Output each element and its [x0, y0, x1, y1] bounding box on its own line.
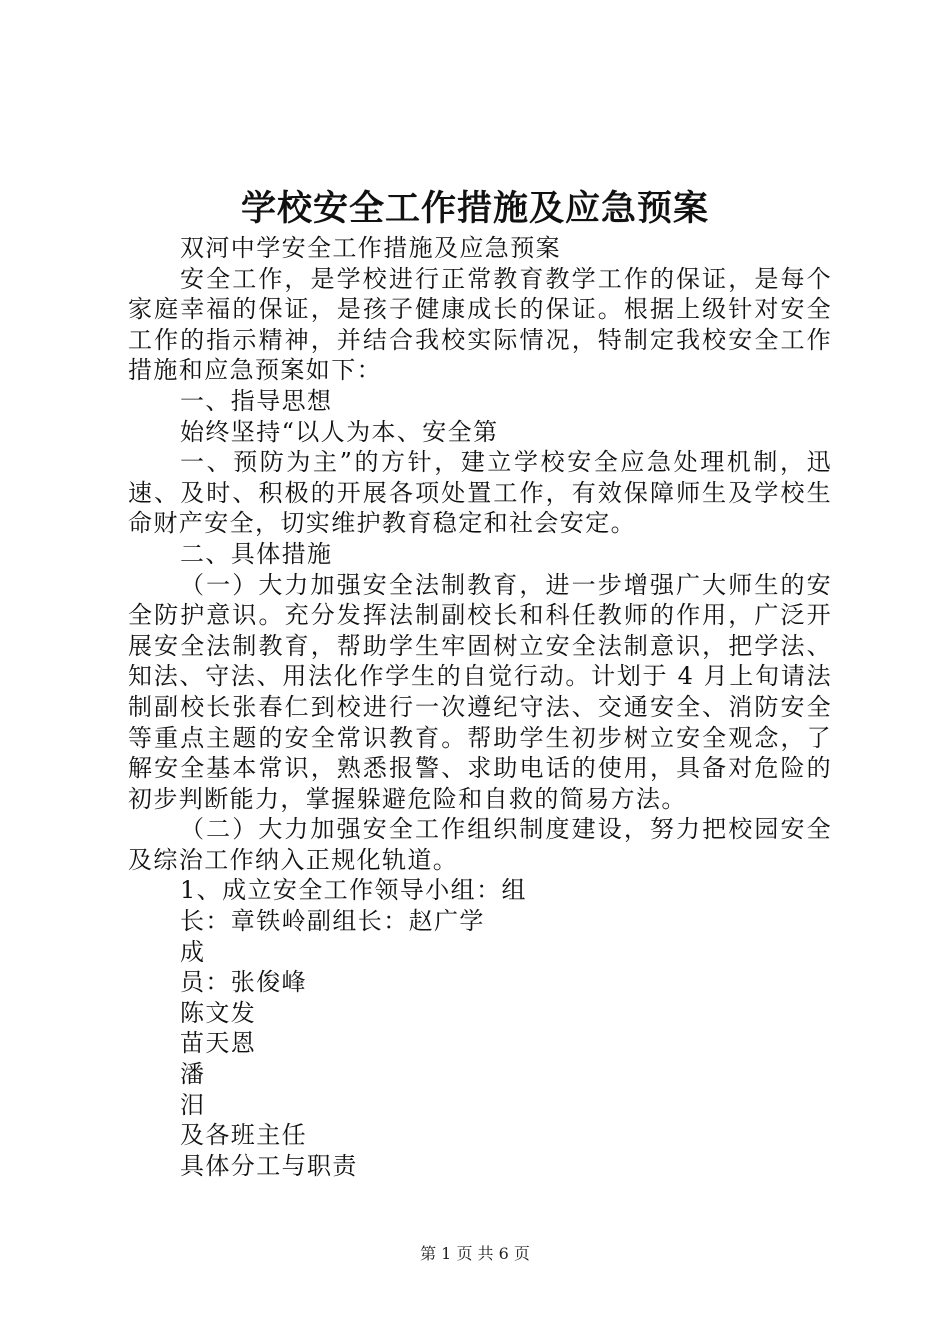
list-line: 1、成立安全工作领导小组：组 — [180, 876, 527, 905]
list-line: 长：章铁岭副组长：赵广学 — [180, 907, 485, 936]
intro-paragraph: 安全工作，是学校进行正常教育教学工作的保证，是每个家庭幸福的保证，是孩子健康成长的保证。根据上级针对安全工作的指示精神，并结合我校实际情况，特制定我校安全工作措施和应急预案如下： — [128, 264, 832, 385]
section-heading-guiding-ideology: 一、指导思想 — [180, 386, 333, 415]
list-line: 成 — [180, 937, 206, 966]
guiding-ideology-line: 始终坚持“以人为本、安全第 — [180, 417, 499, 446]
section-heading-specific-measures: 二、具体措施 — [180, 539, 333, 568]
list-line: 汨 — [180, 1090, 206, 1119]
list-line: 及各班主任 — [180, 1121, 307, 1150]
measure-two-paragraph: （二）大力加强安全工作组织制度建设，努力把校园安全及综治工作纳入正规化轨道。 — [128, 815, 832, 874]
list-line: 员：张俊峰 — [180, 968, 307, 997]
list-line: 陈文发 — [180, 998, 257, 1027]
measure-one-paragraph: （一）大力加强安全法制教育，进一步增强广大师生的安全防护意识。充分发挥法制副校长和科任教师的作用，广泛开展安全法制教育，帮助学生牢固树立安全法制意识，把学法、知法、守法、用法化作学生的自觉行动。计划于 4 月上旬请法制副校长张春仁到校进行一次遵纪守法、交通安全、消防安全等重点主题的安全常识教育。帮助学生初步树立安全观念，了解安全基本常识，熟悉报警、求助电话的使用，具备对危险的初步判断能力，掌握躲避危险和自救的简易方法。 — [128, 570, 832, 813]
guiding-ideology-paragraph: 一、预防为主”的方针，建立学校安全应急处理机制，迅速、及时、积极的开展各项处置工作，有效保障师生及学校生命财产安全，切实维护教育稳定和社会安定。 — [128, 448, 832, 538]
list-line: 苗天恩 — [180, 1029, 257, 1058]
document-title: 学校安全工作措施及应急预案 — [240, 188, 709, 229]
document-subtitle: 双河中学安全工作措施及应急预案 — [180, 234, 561, 262]
document-body — [128, 233, 832, 1181]
list-line: 潘 — [180, 1060, 206, 1089]
list-line: 具体分工与职责 — [180, 1151, 358, 1180]
page-number-footer: 第 1 页 共 6 页 — [420, 1244, 530, 1263]
